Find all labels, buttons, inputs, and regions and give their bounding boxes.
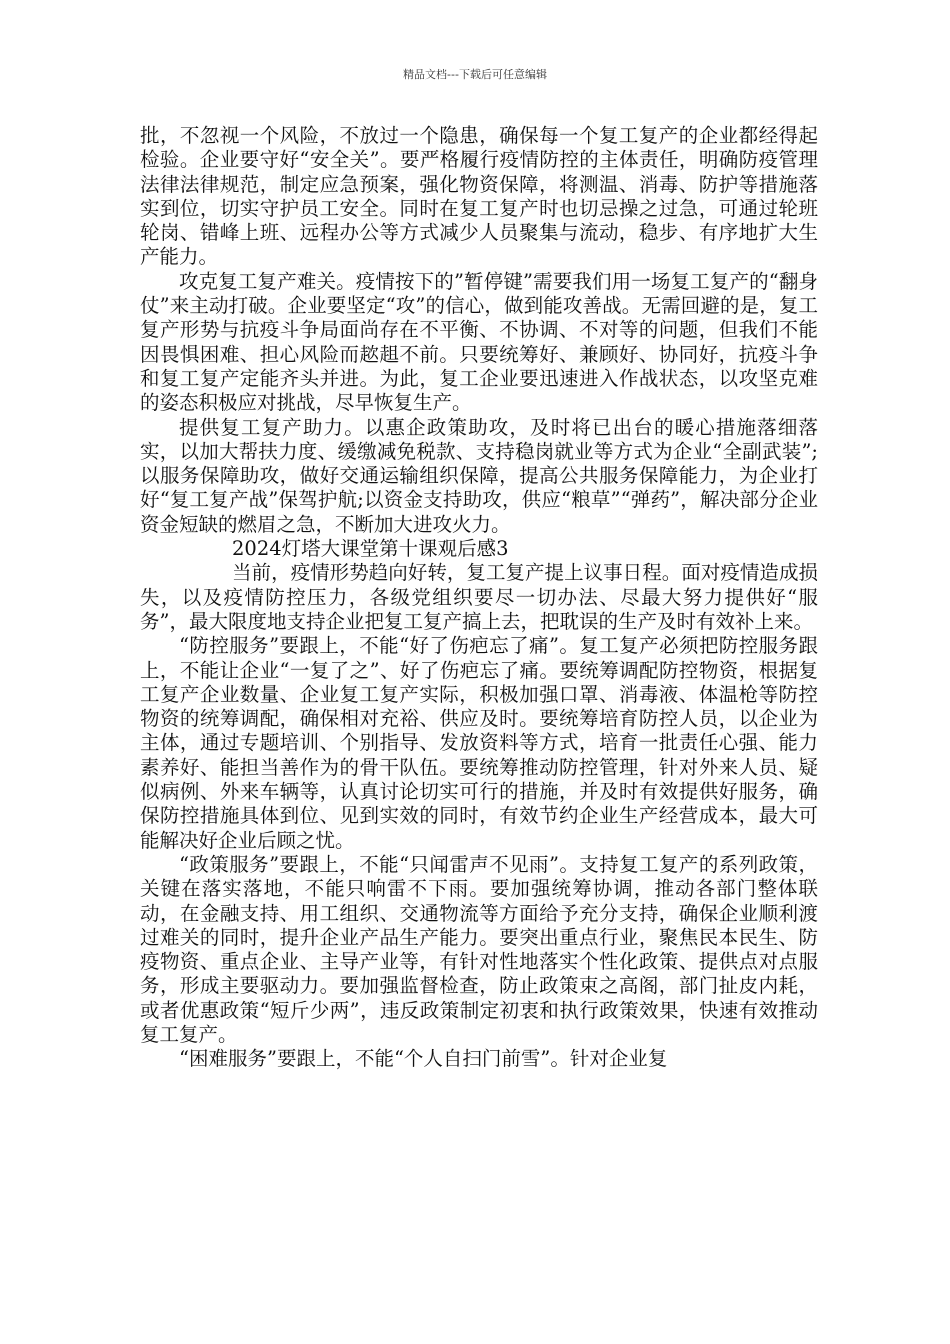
paragraph-intro: 当前，疫情形势趋向好转，复工复产提上议事日程。面对疫情造成损失，以及疫情防控压力，各级党组织要尽一切办法、尽最大努力提供好“服务”，最大限度地支持企业把复工复产搞上去，把耽误的生产及时有效补上来。 (140, 561, 818, 633)
paragraph-policy-service: “政策服务”要跟上，不能“只闻雷声不见雨”。支持复工复产的系列政策，关键在落实落地，不能只响雷不下雨。要加强统筹协调，推动各部门整体联动，在金融支持、用工组织、交通物流等方面给予充分支持，确保企业顺利渡过难关的同时，提升企业产品生产能力。要突出重点行业，聚焦民本民生、防疫物资、重点企业、主导产业等，有针对性地落实个性化政策、提供点对点服务，形成主要驱动力。要加强监督检查，防止政策束之高阁，部门扯皮内耗，或者优惠政策“短斤少两”，违反政策制定初衷和执行政策效果，快速有效推动复工复产。 (140, 852, 818, 1046)
paragraph-overcome: 攻克复工复产难关。疫情按下的”暂停键”需要我们用一场复工复产的“翻身仗”来主动打破。企业要坚定“攻”的信心，做到能攻善战。无需回避的是，复工复产形势与抗疫斗争局面尚存在不平衡、不协调、不对等的问题，但我们不能因畏惧困难、担心风险而趑趄不前。只要统筹好、兼顾好、协同好，抗疫斗争和复工复产定能齐头并进。为此，复工企业要迅速进入作战状态，以攻坚克难的姿态积极应对挑战，尽早恢复生产。 (140, 269, 818, 415)
document-body (140, 124, 818, 1072)
paragraph-support: 提供复工复产助力。以惠企政策助攻，及时将已出台的暖心措施落细落实，以加大帮扶力度、缓缴减免税款、支持稳岗就业等方式为企业“全副武装”;以服务保障助攻，做好交通运输组织保障，提高公共服务保障能力，为企业打好“复工复产战”保驾护航;以资金支持助攻，供应“粮草”“弹药”，解决部分企业资金短缺的燃眉之急，不断加大进攻火力。 (140, 415, 818, 536)
paragraph-prevention-service: “防控服务”要跟上，不能“好了伤疤忘了痛”。复工复产必须把防控服务跟上，不能让企业“一复了之”、好了伤疤忘了痛。要统筹调配防控物资，根据复工复产企业数量、企业复工复产实际，积极加强口罩、消毒液、体温枪等防控物资的统筹调配，确保相对充裕、供应及时。要统筹培育防控人员，以企业为主体，通过专题培训、个别指导、发放资料等方式，培育一批责任心强、能力素养好、能担当善作为的骨干队伍。要统筹推动防控管理，针对外来人员、疑似病例、外来车辆等，认真讨论切实可行的措施，并及时有效提供好服务，确保防控措施具体到位、见到实效的同时，有效节约企业生产经营成本，最大可能解决好企业后顾之忧。 (140, 634, 818, 852)
paragraph-difficulty-service: “困难服务”要跟上，不能“个人自扫门前雪”。针对企业复 (179, 1047, 668, 1071)
paragraph-safety: 批，不忽视一个风险，不放过一个隐患，确保每一个复工复产的企业都经得起检验。企业要守好“安全关”。要严格履行疫情防控的主体责任，明确防疫管理法律法律规范，制定应急预案，强化物资保障，将测温、消毒、防护等措施落实到位，切实守护员工安全。同时在复工复产时也切忌操之过急，可通过轮班轮岗、错峰上班、远程办公等方式减少人员聚集与流动，稳步、有序地扩大生产能力。 (140, 124, 818, 269)
section-title: 2024灯塔大课堂第十课观后感3 (232, 537, 509, 561)
page-header: 精品文档---下载后可任意编辑 (403, 68, 547, 81)
